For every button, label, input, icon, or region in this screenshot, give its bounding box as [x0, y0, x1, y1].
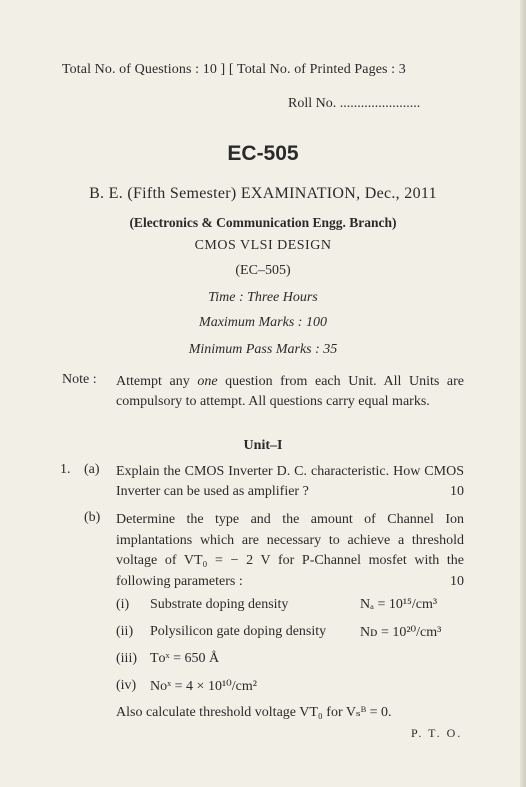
total-questions: Total No. of Questions : 10 ] [62, 62, 226, 77]
paper-code: EC-505 [227, 142, 299, 165]
roll-number: Roll No. ....................... [288, 96, 421, 111]
also-calculate: Also calculate threshold voltage VT₀ for Vₛᴮ = 0. [116, 705, 392, 720]
maximum-marks: Maximum Marks : 100 [199, 315, 327, 330]
item-i-numeral: (i) [116, 597, 130, 612]
item-iv-text: Nᴏˣ = 4 × 10¹⁰/cm² [150, 679, 257, 694]
part-b-marks: 10 [450, 573, 464, 589]
note-text-emphasis: one [197, 374, 218, 389]
exam-duration: Time : Three Hours [208, 290, 318, 305]
branch-name: (Electronics & Communication Engg. Branch) [129, 215, 397, 230]
part-a-text [116, 462, 464, 502]
please-turn-over: P. T. O. [411, 726, 463, 740]
item-iii-text: Tᴏˣ = 650 Å [150, 651, 220, 666]
minimum-pass-marks: Minimum Pass Marks : 35 [188, 342, 338, 357]
note-text [116, 372, 464, 412]
item-ii-text: Polysilicon gate doping density [150, 624, 327, 639]
header-line [62, 62, 406, 78]
note-text-post: question from each Unit. All Units are compulsory to attempt. All questions carry equal marks. [116, 374, 464, 409]
part-a-label: (a) [84, 462, 100, 477]
part-a-marks: 10 [450, 484, 464, 499]
item-i-value: Nₐ = 10¹⁵/cm³ [360, 597, 438, 612]
note-text-pre: Attempt any [116, 374, 198, 389]
subject-code: (EC–505) [235, 263, 291, 278]
exam-title: B. E. (Fifth Semester) EXAMINATION, Dec., 2011 [89, 185, 437, 202]
page-edge [520, 0, 526, 787]
part-b-label: (b) [84, 510, 101, 525]
subject-name: CMOS VLSI DESIGN [194, 238, 332, 253]
unit-heading: Unit–I [243, 438, 283, 453]
part-b-text [116, 510, 464, 592]
part-a-question: Explain the CMOS Inverter D. C. characteristic. How CMOS Inverter can be used as amplifier ? [116, 464, 464, 499]
note-label: Note : [62, 372, 97, 387]
total-pages: [ Total No. of Printed Pages : 3 [228, 62, 406, 77]
part-b-question: Determine the type and the amount of Channel Ion implantations which are necessary to achieve a threshold voltage of VT₀ = − 2 V for P-Channel mosfet with the following parameters : [116, 512, 464, 589]
question-number: 1. [60, 462, 71, 477]
item-iii-numeral: (iii) [116, 651, 137, 666]
item-i-text: Substrate doping density [150, 597, 289, 612]
item-iv-numeral: (iv) [116, 678, 137, 693]
item-ii-value: Nᴅ = 10²⁰/cm³ [360, 625, 442, 640]
item-ii-numeral: (ii) [116, 624, 134, 639]
